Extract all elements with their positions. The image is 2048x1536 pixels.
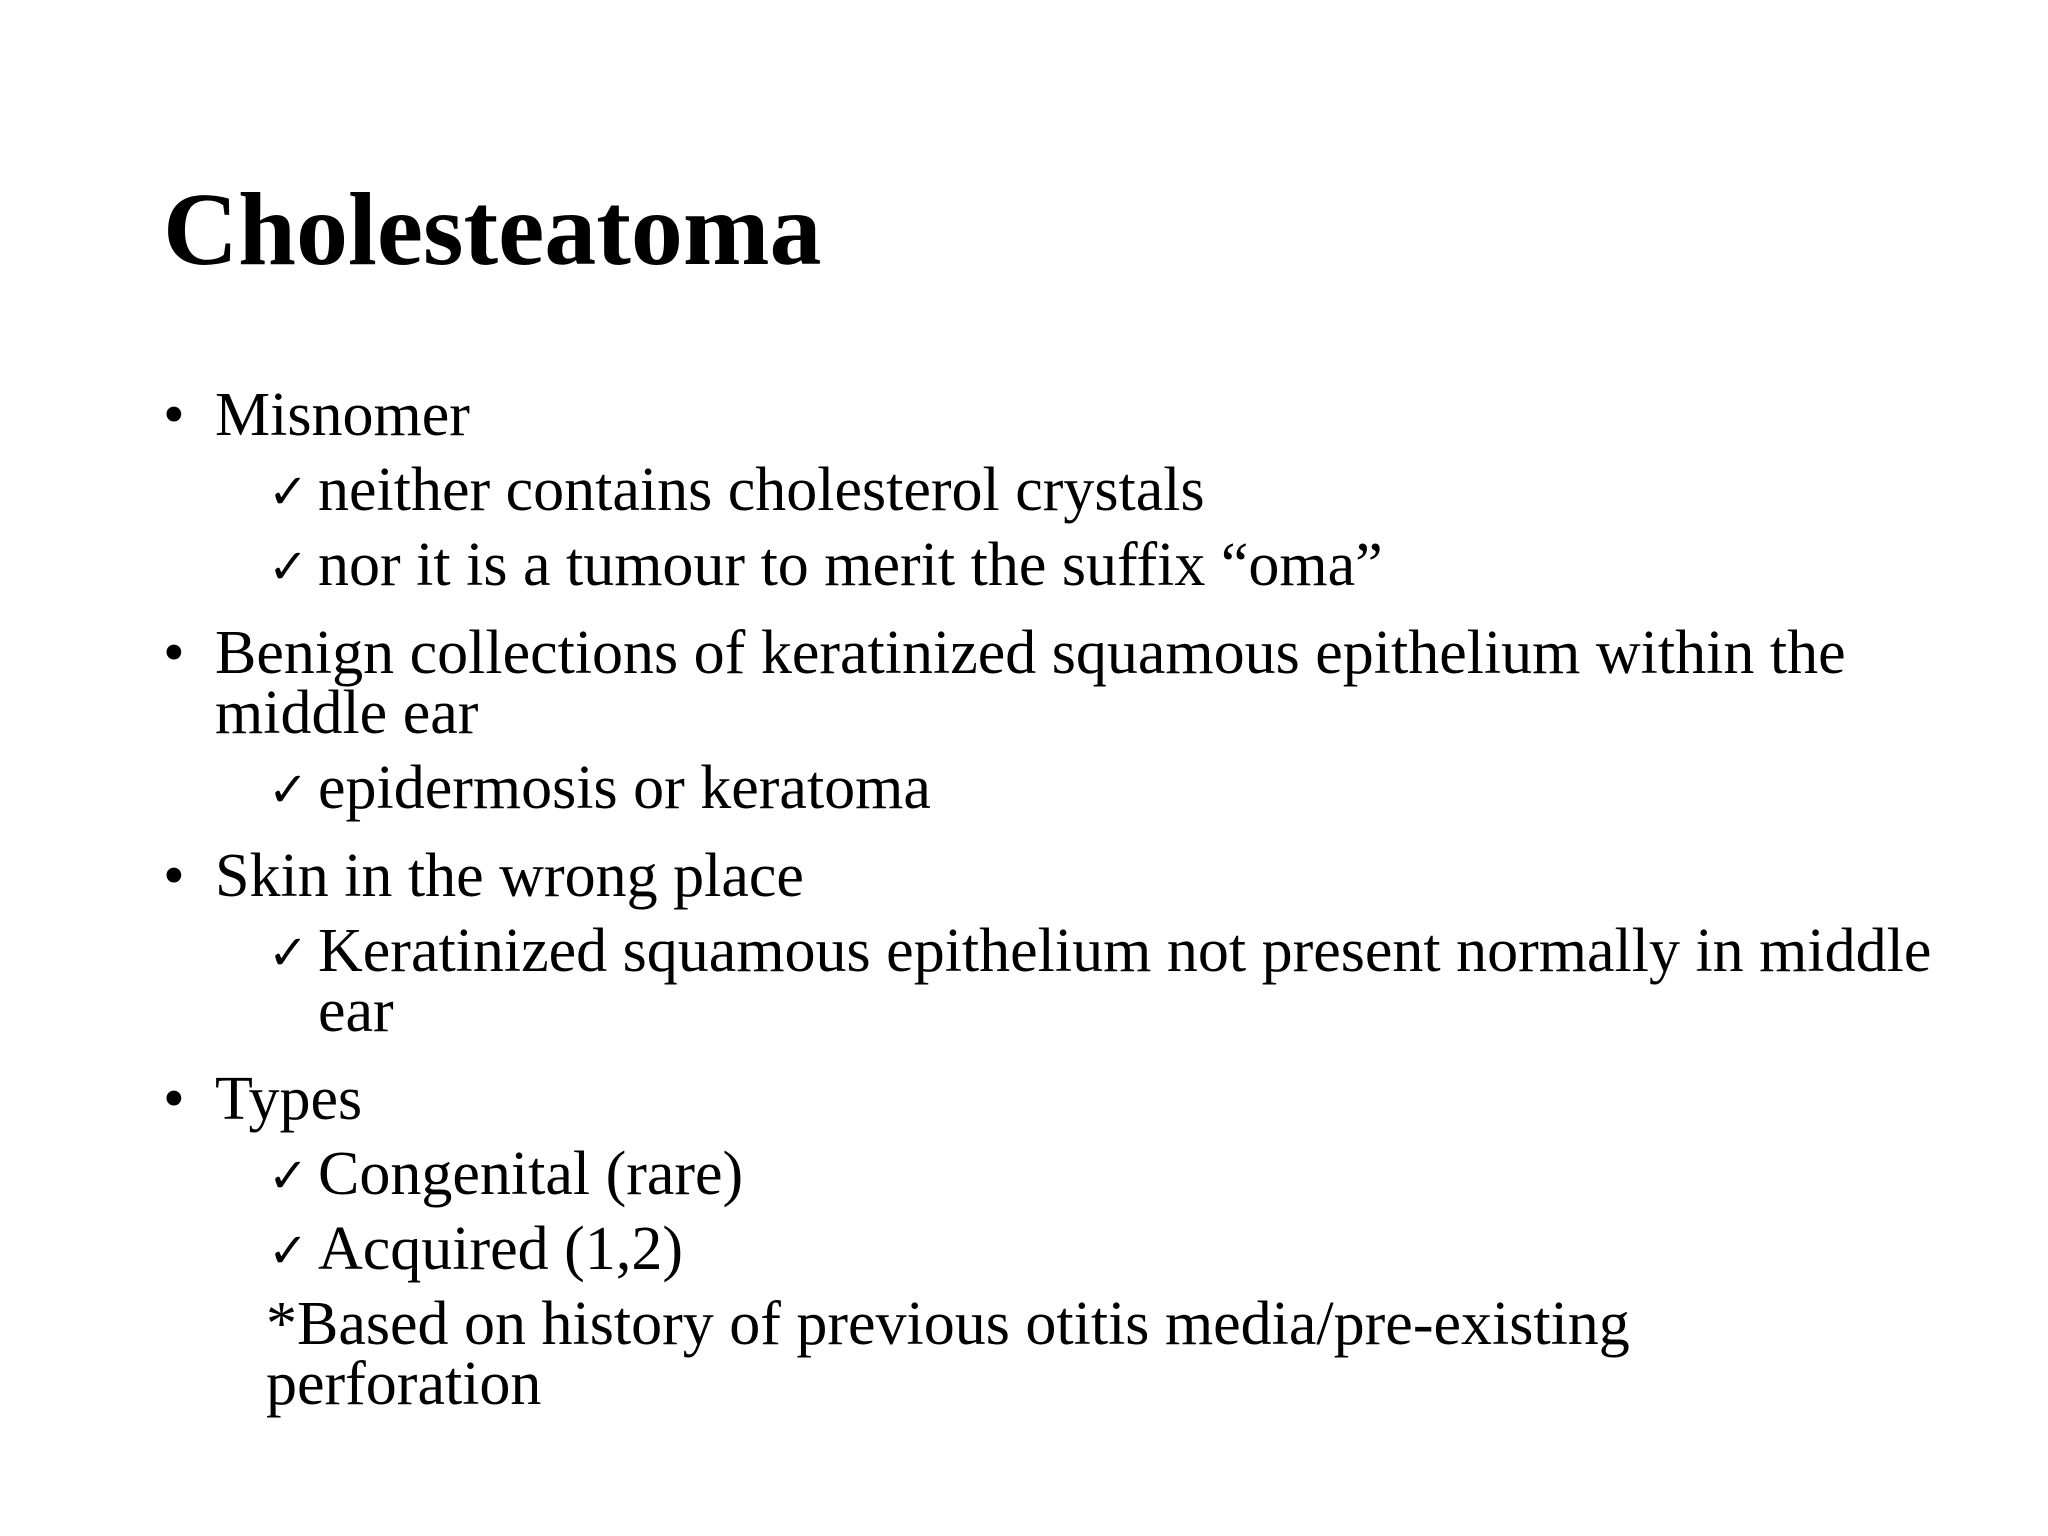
bullet-icon: • xyxy=(163,842,185,910)
bullet-item xyxy=(163,1065,1923,1133)
bullet-item xyxy=(163,619,1923,747)
sub-item xyxy=(163,531,1923,599)
checkmark-icon: ✓ xyxy=(268,1223,309,1279)
bullet-text: Skin in the wrong place xyxy=(215,842,804,910)
sub-item xyxy=(163,917,1958,1045)
slide-title: Cholesteatoma xyxy=(163,172,822,287)
bullet-icon: • xyxy=(163,619,185,687)
sub-item xyxy=(163,754,1923,822)
slide-body xyxy=(163,381,1932,1418)
bullet-item xyxy=(163,842,1923,910)
bullet-text: Types xyxy=(215,1065,363,1133)
sub-item-text: neither contains cholesterol crystals xyxy=(318,456,1205,524)
footnote-text: *Based on history of previous otitis media/pre-existing perforation xyxy=(266,1290,1630,1418)
sub-item-text: Congenital (rare) xyxy=(318,1140,744,1208)
checkmark-icon: ✓ xyxy=(268,762,309,818)
bullet-text: Misnomer xyxy=(215,381,470,449)
sub-item xyxy=(163,1140,1923,1208)
checkmark-icon: ✓ xyxy=(268,539,309,595)
sub-item-text: epidermosis or keratoma xyxy=(318,754,931,822)
sub-item xyxy=(163,456,1923,524)
bullet-icon: • xyxy=(163,381,185,449)
sub-item-text: Acquired (1,2) xyxy=(318,1215,683,1283)
sub-item-text: nor it is a tumour to merit the suffix “oma” xyxy=(318,531,1383,599)
bullet-text: Benign collections of keratinized squamous epithelium within the middle ear xyxy=(215,619,1846,747)
sub-item-text: Keratinized squamous epithelium not present normally in middle ear xyxy=(318,917,1932,1045)
checkmark-icon: ✓ xyxy=(268,464,309,520)
checkmark-icon: ✓ xyxy=(268,1148,309,1204)
checkmark-icon: ✓ xyxy=(268,925,309,981)
sub-item xyxy=(163,1215,1923,1283)
bullet-item xyxy=(163,381,1923,449)
bullet-icon: • xyxy=(163,1065,185,1133)
